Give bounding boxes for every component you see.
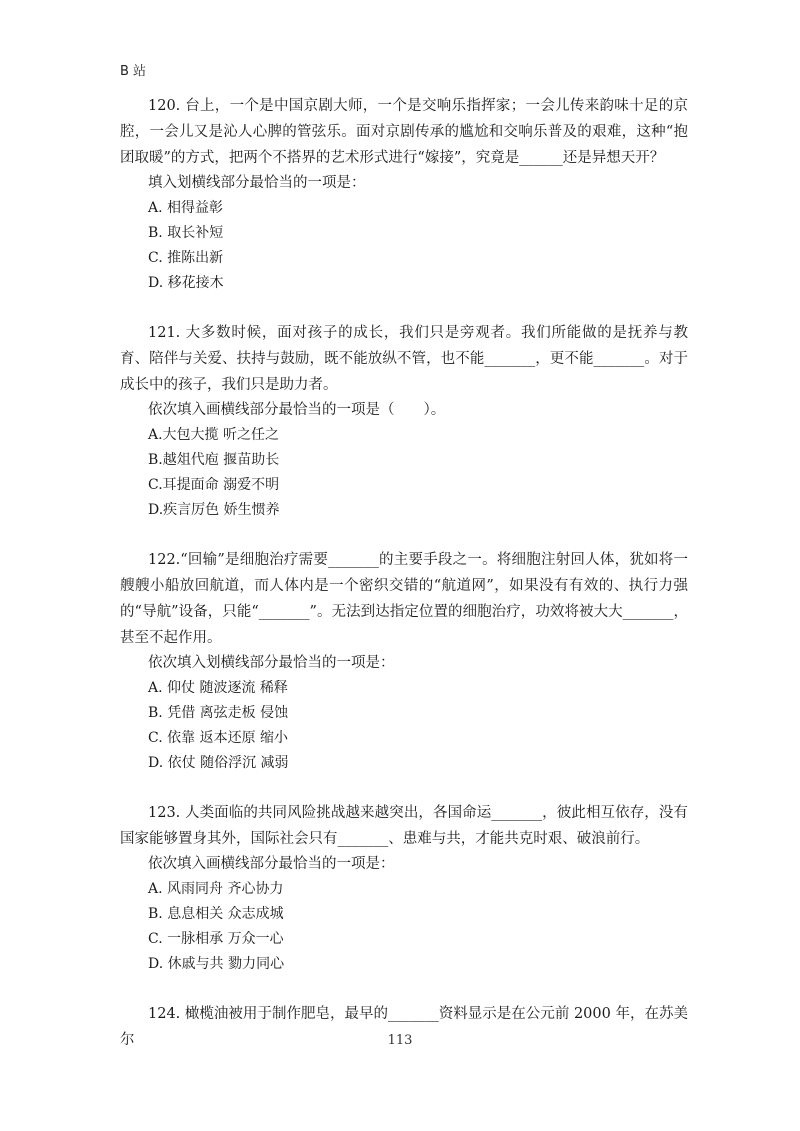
option-a: A. 仰仗 随波逐流 稀释	[148, 680, 288, 696]
source-label: B 站	[120, 64, 147, 79]
question-prompt: 依次填入划横线部分最恰当的一项是：	[148, 655, 395, 671]
option-d: D. 移花接木	[148, 275, 224, 291]
option-c: C. 推陈出新	[148, 250, 224, 266]
option-b: B.越俎代庖 揠苗助长	[148, 452, 280, 468]
option-c: C. 一脉相承 万众一心	[148, 931, 284, 947]
option-d: D. 依仗 随俗浮沉 减弱	[148, 755, 289, 771]
question-123	[120, 800, 688, 977]
question-prompt: 依次填入画横线部分最恰当的一项是：	[148, 856, 395, 872]
option-a: A. 相得益彰	[148, 200, 224, 216]
question-stem: 122.“回输”是细胞治疗需要_______的主要手段之一。将细胞注射回人体，犹如将一艘艘小船放回航道，而人体内是一个密织交错的“航道网”，如果没有有效的、执行力强的“导航”设备，只能“_______”。无法到达指定位置的细胞治疗，功效将被大大_______，甚至不起作用。	[120, 552, 688, 646]
question-list	[120, 93, 688, 1077]
question-stem: 121. 大多数时候，面对孩子的成长，我们只是旁观者。我们所能做的是抚养与教育、陪伴与关爱、扶持与鼓励，既不能放纵不管，也不能_______，更不能_______。对于成长中的孩子，我们只是助力者。	[120, 325, 688, 393]
question-122	[120, 547, 688, 776]
question-prompt: 填入划横线部分最恰当的一项是：	[148, 175, 366, 191]
option-b: B. 凭借 离弦走板 侵蚀	[148, 705, 289, 721]
option-d: D. 休戚与共 勠力同心	[148, 956, 285, 972]
option-d: D.疾言厉色 娇生惯养	[148, 502, 280, 518]
question-prompt: 依次填入画横线部分最恰当的一项是（ ）。	[148, 402, 446, 418]
option-a: A. 风雨同舟 齐心协力	[148, 881, 284, 897]
question-120	[120, 93, 688, 296]
option-b: B. 息息相关 众志成城	[148, 906, 284, 922]
option-b: B. 取长补短	[148, 225, 224, 241]
question-stem: 120. 台上，一个是中国京剧大师，一个是交响乐指挥家；一会儿传来韵味十足的京腔，一会儿又是沁人心脾的管弦乐。面对京剧传承的尴尬和交响乐普及的艰难，这种“抱团取暖”的方式，把两个不搭界的艺术形式进行“嫁接”，究竟是______还是异想天开？	[120, 98, 688, 166]
question-121	[120, 320, 688, 523]
question-stem: 124. 橄榄油被用于制作肥皂，最早的_______资料显示是在公元前 2000 年，在苏美尔	[120, 1006, 688, 1048]
option-a: A.大包大揽 听之任之	[148, 427, 280, 443]
option-c: C.耳提面命 溺爱不明	[148, 477, 280, 493]
option-c: C. 依靠 返本还原 缩小	[148, 730, 289, 746]
question-stem: 123. 人类面临的共同风险挑战越来越突出，各国命运_______，彼此相互依存，没有国家能够置身其外，国际社会只有_______、患难与共，才能共克时艰、破浪前行。	[120, 805, 688, 847]
page-number: 113	[387, 1033, 413, 1048]
